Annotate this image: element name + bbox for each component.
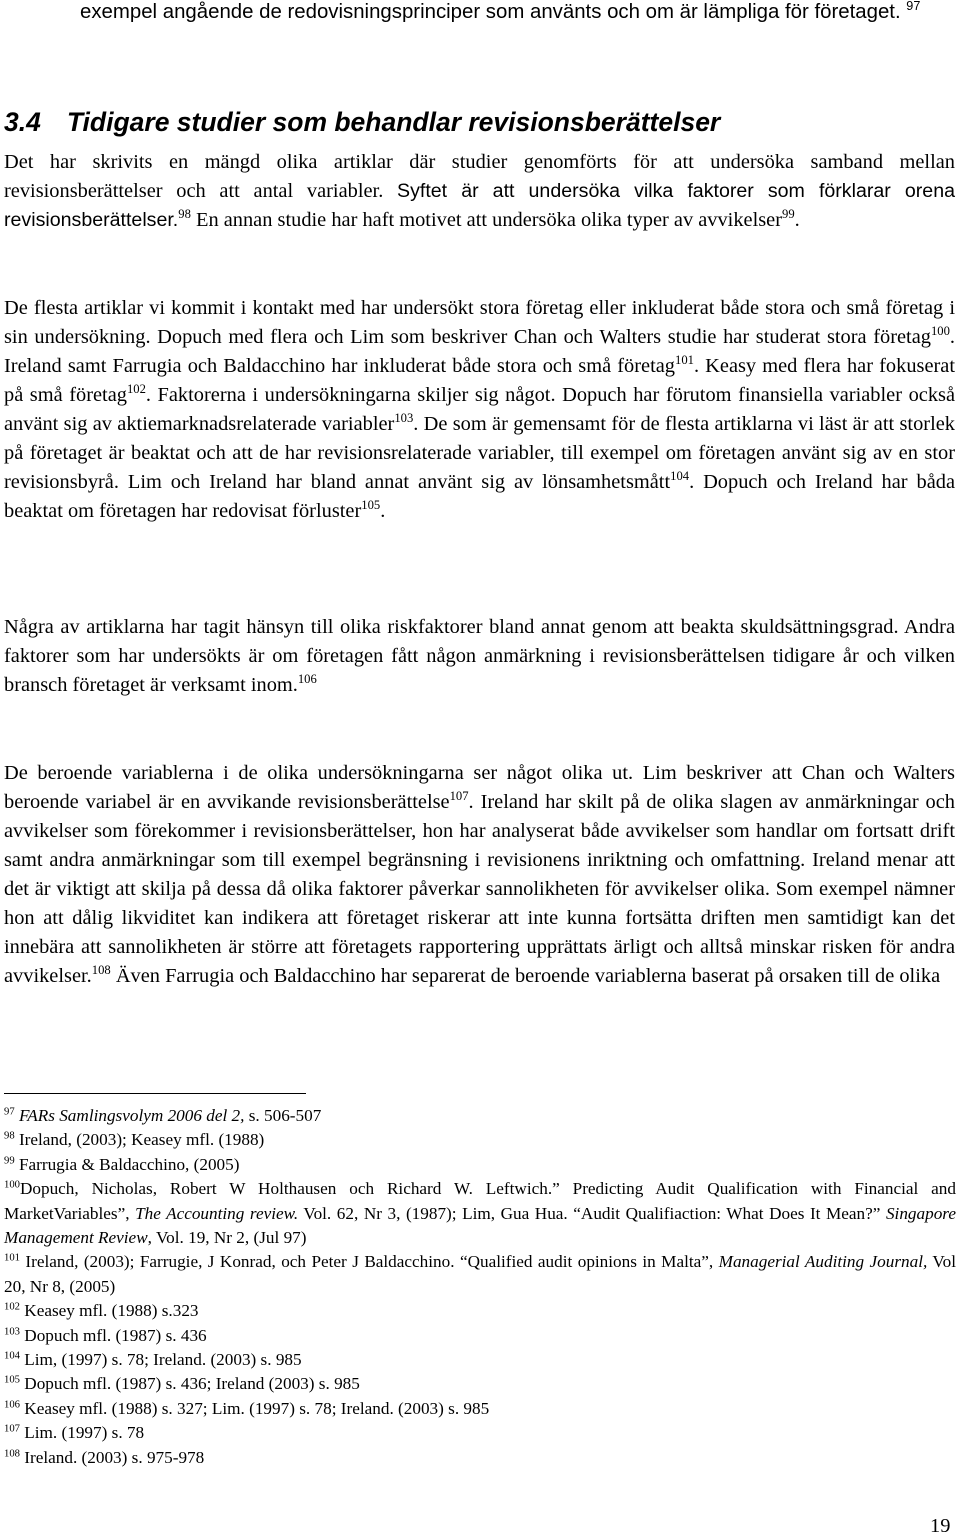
footnote-ref-102: 102 (126, 382, 146, 397)
footnote-ref-106: 106 (297, 672, 317, 687)
intro-paragraph: Det har skrivits en mängd olika artiklar där studier genomförts för att undersöka samband mellan revisionsberättelser och att antal variabler. Syftet är att undersöka vilka faktorer som förklarar orena revisionsberättelser.$^{98}$ En annan studie har haft motivet att undersöka olika typer av avvikelser$^{99}$. (4, 151, 955, 231)
footnote-ref-103: 103 (394, 411, 414, 426)
intro-sentence-1: Det har skrivits en mängd olika artiklar där studier genomförts för att undersöka samband mellan revisionsberättelser och att antal variabler. (4, 151, 955, 202)
footnotes (4, 1104, 956, 1470)
footnote-97: $^{97}$ FARs Samlingsvolym 2006 del 2, s. 506-507 (4, 1106, 322, 1125)
footnote-102: $^{102}$ Keasey mfl. (1988) s.323 (4, 1301, 199, 1321)
paragraph-3: Några av artiklarna har tagit hänsyn till olika riskfaktorer bland annat genom att beakta skuldsättningsgrad. Andra faktorer som har undersökts är om företagen fått någon anmärkning i revisionsberättelsen tidigare år och vilken bransch företaget är verksamt inom.$^{106}$ (4, 616, 955, 696)
continued-text: exempel angående de redovisningsprinciper som använts och om är lämpliga för företaget. (80, 1, 901, 23)
section-title: Tidigare studier som behandlar revisionsberättelser (66, 107, 721, 137)
footnote-106: $^{106}$ Keasey mfl. (1988) s. 327; Lim. (1997) s. 78; Ireland. (2003) s. 985 (4, 1398, 490, 1418)
footnote-99: $^{99}$ Farrugia & Baldacchino, (2005) (4, 1154, 240, 1174)
intro-sentence-2: Syftet är att undersöka vilka faktorer som förklarar orena revisionsberättelser. (4, 180, 955, 231)
footnote-separator (4, 1093, 306, 1094)
footnote-104: $^{104}$ Lim, (1997) s. 78; Ireland. (2003) s. 985 (4, 1350, 302, 1370)
section-heading (4, 105, 720, 139)
continued-paragraph (80, 0, 955, 27)
footnote-ref-99: 99 (782, 207, 795, 222)
section-number: 3.4 (4, 107, 41, 137)
footnote-ref-100: 100 (930, 324, 950, 339)
paragraph-4: De beroende variablerna i de olika undersökningarna ser något olika ut. Lim beskriver att Chan och Walters beroende variabel är en avvikande revisionsberättelse$^{107}$. Ireland har skilt på de olika slagen av anmärkningar och avvikelser som förekommer i revisionsberättelser, hon har analyserat både avvikelser som handlar om fortsatt drift samt andra anmärkningar som till exempel begränsning i revisionens inriktning och omfattning. Ireland menar att det är viktigt att skilja på dessa då olika faktorer påverkar sannolikheten för avvikelser olika. Som exempel nämner hon att dålig likviditet kan indikera att företaget riskerar att inte kunna fortsätta driften men samtidigt kan det innebära att sannolikheten är större att företagets rapportering upprättats ärligt och alltså minskar risken för andra avvikelser.$^{108}$ Även Farrugia och Baldacchino har separerat de beroende variablerna baserat på orsaken till de olika (4, 762, 956, 987)
footnote-98: $^{98}$ Ireland, (2003); Keasey mfl. (1988) (4, 1130, 265, 1150)
footnote-ref-98: 98 (178, 207, 191, 222)
footnote-ref-97: 97 (906, 0, 921, 14)
page-number: 19 (930, 1515, 951, 1537)
paragraph-2: De flesta artiklar vi kommit i kontakt med har undersökt stora företag eller inkluderat både stora och små företag i sin undersökning. Dopuch med flera och Lim som beskriver Chan och Walters studie har studerat stora företag$^{100}$. Ireland samt Farrugia och Baldacchino har inkluderat både stora och små företag$^{101}$. Keasy med flera har fokuserat på små företag$^{102}$. Faktorerna i undersökningarna skiljer sig något. Dopuch har förutom finansiella variabler också använt sig av aktiemarknadsrelaterade variabler$^{103}$. De som är gemensamt för de flesta artiklarna vi läst är att storlek på företaget är beaktat och att de har revisionsrelaterade variabler, till exempel om företagen använt sig av en stor revisionsbyrå. Lim och Ireland har bland annat använt sig av lönsamhetsmått$^{104}$. Dopuch och Ireland har båda beaktat om företagen har redovisat förluster$^{105}$. (4, 297, 956, 522)
footnote-ref-107: 107 (449, 789, 469, 804)
intro-sentence-3: En annan studie har haft motivet att undersöka olika typer av avvikelser (195, 209, 783, 231)
footnote-101: $^{101}$ Ireland, (2003); Farrugie, J Konrad, och Peter J Baldacchino. “Qualified audit opinions in Malta”, Managerial Auditing Journal, Vol 20, Nr 8, (2005) (4, 1252, 956, 1296)
footnote-103: $^{103}$ Dopuch mfl. (1987) s. 436 (4, 1325, 207, 1345)
footnote-ref-104: 104 (670, 469, 690, 484)
footnote-100: $^{100}$Dopuch, Nicholas, Robert W Holthausen och Richard W. Leftwich.” Predicting Audit Qualification with Financial and MarketVariables”, The Accounting review. Vol. 62, Nr 3, (1987); Lim, Gua Hua. “Audit Qualifiaction: What Does It Mean?” Singapore Management Review, Vol. 19, Nr 2, (Jul 97) (4, 1179, 956, 1248)
footnote-107: $^{107}$ Lim. (1997) s. 78 (4, 1423, 145, 1443)
footnote-105: $^{105}$ Dopuch mfl. (1987) s. 436; Ireland (2003) s. 985 (4, 1374, 360, 1394)
footnote-ref-105: 105 (361, 498, 381, 513)
footnote-ref-108: 108 (91, 963, 111, 978)
footnote-108: $^{108}$ Ireland. (2003) s. 975-978 (4, 1447, 205, 1467)
footnote-ref-101: 101 (675, 353, 694, 368)
